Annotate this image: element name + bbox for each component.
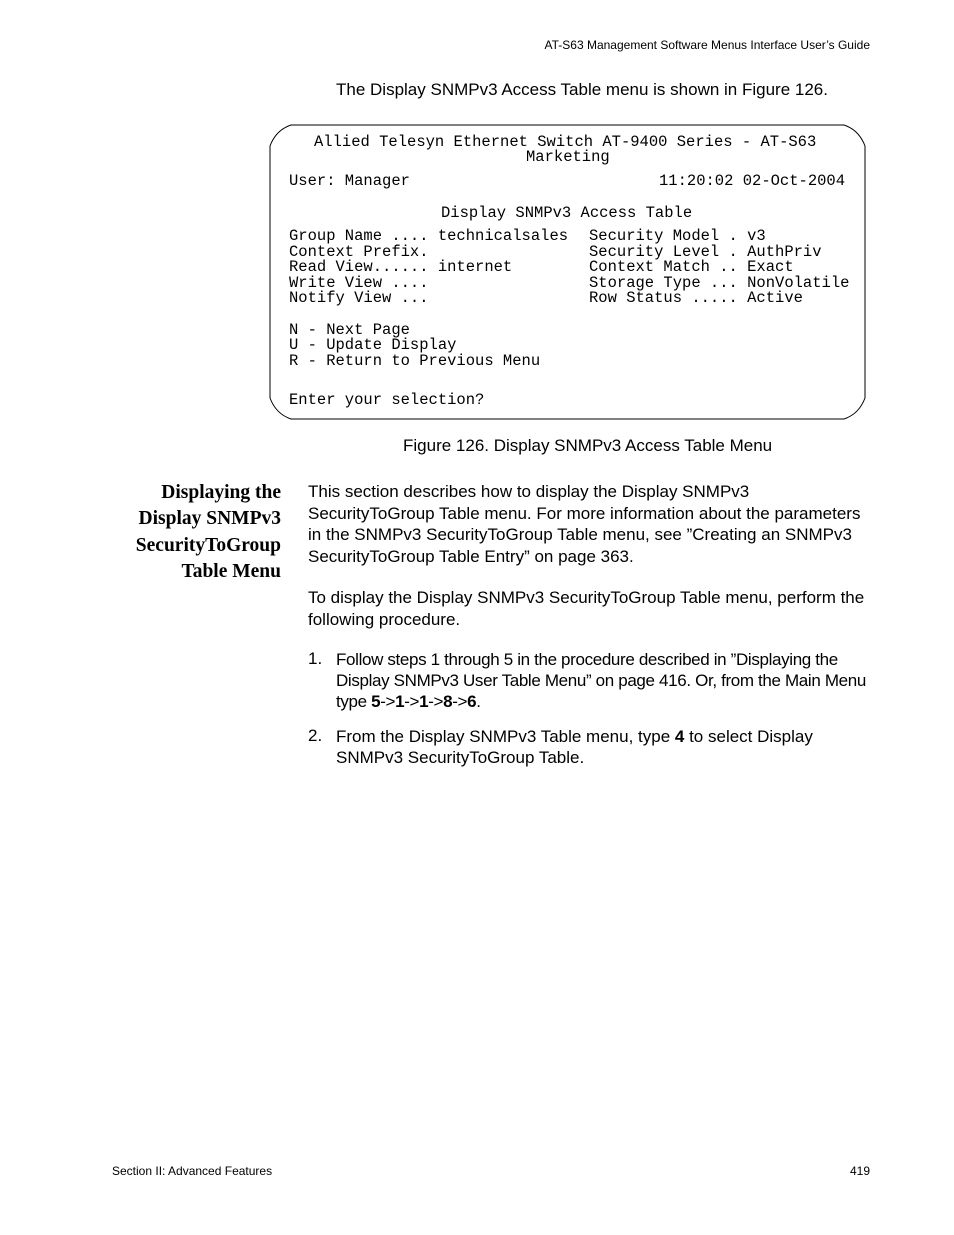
key-1: 1	[395, 692, 405, 711]
field-row-status: Row Status ..... Active	[589, 289, 803, 307]
key-8: 8	[443, 692, 453, 711]
section-heading-line: Displaying the	[161, 482, 281, 503]
step-1-text	[336, 649, 870, 712]
field-security-model: Security Model . v3	[589, 227, 766, 245]
step-2-text	[336, 726, 870, 768]
section-heading-line: Table Menu	[181, 560, 281, 582]
terminal-title-line1: Allied Telesyn Ethernet Switch AT-9400 Series - AT-S63	[314, 133, 817, 151]
field-context-prefix: Context Prefix.	[289, 243, 429, 261]
key-separator: ->	[380, 692, 396, 711]
key-separator: ->	[404, 692, 420, 711]
key-5: 5	[371, 692, 381, 711]
step-1-body: Follow steps 1 through 5 in the procedure described in ”Displaying the Display SNMPv3 User Table Menu” on page 416. Or, from the Main Menu type	[336, 650, 866, 711]
option-next-page[interactable]: N - Next Page	[289, 321, 410, 339]
figure-caption: Figure 126. Display SNMPv3 Access Table Menu	[403, 436, 773, 455]
terminal-title-line2: Marketing	[526, 148, 610, 166]
key-separator: ->	[428, 692, 444, 711]
footer-section: Section II: Advanced Features	[112, 1164, 273, 1178]
field-group-name: Group Name .... technicalsales	[289, 227, 569, 245]
paragraph-procedure-intro: To display the Display SNMPv3 SecurityToGroup Table menu, perform the following procedure.	[308, 588, 865, 629]
step-2-post: to select Display SNMPv3 SecurityToGroup Table.	[336, 727, 813, 767]
key-separator: ->	[452, 692, 468, 711]
field-security-level: Security Level . AuthPriv	[589, 243, 822, 261]
section-heading	[100, 480, 281, 585]
section-heading-line: SecurityToGroup	[135, 534, 281, 556]
terminal-menu-title: Display SNMPv3 Access Table	[441, 204, 693, 222]
field-notify-view: Notify View ...	[289, 289, 429, 307]
key-1: 1	[419, 692, 429, 711]
field-write-view: Write View ....	[289, 274, 429, 292]
page-number: 419	[849, 1164, 870, 1178]
paragraph-description: This section describes how to display the Display SNMPv3 SecurityToGroup Table menu. For more information about the parameters in the SNMPv3 SecurityToGroup Table menu, see ”Creating an SNMPv3 SecurityToGroup Table Entry” on page 363.	[308, 482, 861, 566]
key-4: 4	[674, 727, 685, 746]
key-6: 6	[467, 692, 477, 711]
section-heading-line: Display SNMPv3	[138, 508, 281, 530]
field-storage-type: Storage Type ... NonVolatile	[589, 274, 850, 292]
field-context-match: Context Match .. Exact	[589, 258, 794, 276]
step-1-end: .	[476, 692, 481, 711]
step-number: 1.	[308, 649, 323, 668]
option-update-display[interactable]: U - Update Display	[289, 336, 457, 354]
terminal-datetime: 11:20:02 02-Oct-2004	[659, 172, 846, 190]
step-2-pre: From the Display SNMPv3 Table menu, type	[336, 727, 675, 746]
step-number: 2.	[308, 726, 323, 745]
terminal-screen	[269, 124, 866, 420]
option-return-previous[interactable]: R - Return to Previous Menu	[289, 352, 541, 370]
terminal-user: User: Manager	[289, 172, 410, 190]
field-read-view: Read View...... internet	[289, 258, 513, 276]
intro-text: The Display SNMPv3 Access Table menu is shown in Figure 126.	[336, 80, 828, 99]
terminal-prompt[interactable]: Enter your selection?	[289, 391, 485, 409]
running-header: AT-S63 Management Software Menus Interface User’s Guide	[544, 38, 870, 52]
